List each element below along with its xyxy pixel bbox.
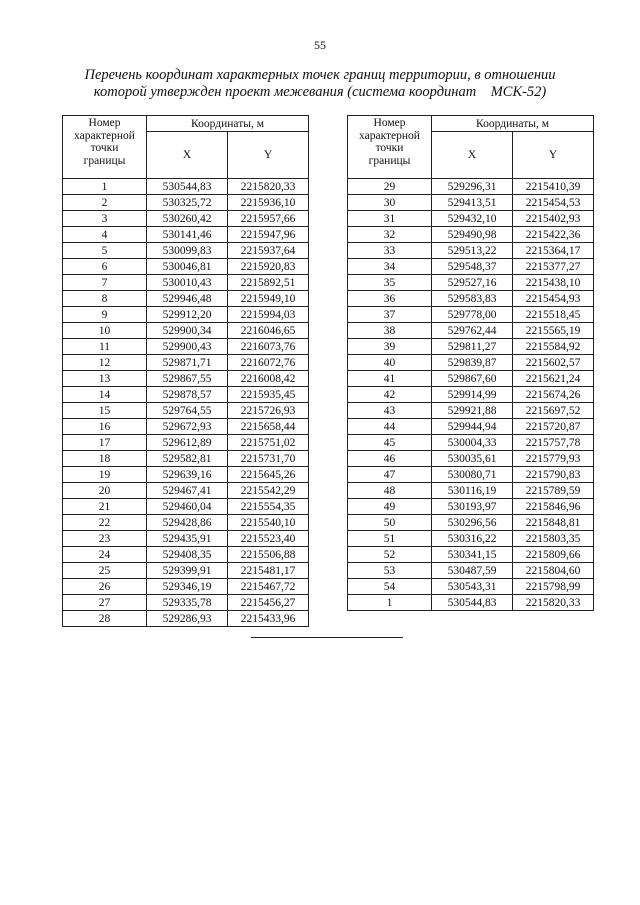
y-coordinate-cell: 2215410,39 bbox=[513, 179, 594, 195]
x-coordinate-cell: 529490,98 bbox=[432, 227, 513, 243]
table-row bbox=[63, 531, 309, 547]
header-line: характерной bbox=[359, 129, 420, 142]
y-coordinate-cell: 2215523,40 bbox=[228, 531, 309, 547]
x-coordinate-cell: 529612,89 bbox=[147, 435, 228, 451]
point-number-cell: 1 bbox=[348, 595, 432, 611]
table-row bbox=[63, 195, 309, 211]
y-coordinate-cell: 2215920,83 bbox=[228, 259, 309, 275]
y-column-header: Y bbox=[228, 132, 309, 179]
point-number-cell: 5 bbox=[63, 243, 147, 259]
point-number-cell: 30 bbox=[348, 195, 432, 211]
x-coordinate-cell: 530544,83 bbox=[147, 179, 228, 195]
y-coordinate-cell: 2216073,76 bbox=[228, 339, 309, 355]
y-coordinate-cell: 2215798,99 bbox=[513, 579, 594, 595]
point-number-cell: 44 bbox=[348, 419, 432, 435]
y-coordinate-cell: 2215481,17 bbox=[228, 563, 309, 579]
x-coordinate-cell: 530544,83 bbox=[432, 595, 513, 611]
x-coordinate-cell: 529399,91 bbox=[147, 563, 228, 579]
x-coordinate-cell: 529900,43 bbox=[147, 339, 228, 355]
x-coordinate-cell: 529839,87 bbox=[432, 355, 513, 371]
point-number-cell: 38 bbox=[348, 323, 432, 339]
y-coordinate-cell: 2215402,93 bbox=[513, 211, 594, 227]
x-coordinate-cell: 530010,43 bbox=[147, 275, 228, 291]
table-row bbox=[63, 563, 309, 579]
coordinates-table-left bbox=[62, 115, 309, 627]
point-number-cell: 53 bbox=[348, 563, 432, 579]
y-coordinate-cell: 2215820,33 bbox=[228, 179, 309, 195]
point-number-cell: 1 bbox=[63, 179, 147, 195]
table-row bbox=[63, 323, 309, 339]
x-coordinate-cell: 529914,99 bbox=[432, 387, 513, 403]
x-coordinate-cell: 529946,48 bbox=[147, 291, 228, 307]
y-coordinate-cell: 2215935,45 bbox=[228, 387, 309, 403]
y-coordinate-cell: 2215377,27 bbox=[513, 259, 594, 275]
x-coordinate-cell: 529335,78 bbox=[147, 595, 228, 611]
point-number-cell: 9 bbox=[63, 307, 147, 323]
header-line: границы bbox=[368, 154, 411, 167]
table-row bbox=[63, 259, 309, 275]
y-coordinate-cell: 2215846,96 bbox=[513, 499, 594, 515]
x-coordinate-cell: 529413,51 bbox=[432, 195, 513, 211]
x-coordinate-cell: 529764,55 bbox=[147, 403, 228, 419]
point-number-cell: 19 bbox=[63, 467, 147, 483]
x-coordinate-cell: 529867,60 bbox=[432, 371, 513, 387]
point-number-cell: 18 bbox=[63, 451, 147, 467]
point-number-cell: 4 bbox=[63, 227, 147, 243]
point-number-cell: 45 bbox=[348, 435, 432, 451]
point-number-cell: 20 bbox=[63, 483, 147, 499]
table-row bbox=[348, 371, 594, 387]
end-divider-line bbox=[251, 637, 403, 638]
point-number-cell: 33 bbox=[348, 243, 432, 259]
x-coordinate-cell: 530325,72 bbox=[147, 195, 228, 211]
x-coordinate-cell: 529944,94 bbox=[432, 419, 513, 435]
y-coordinate-cell: 2215720,87 bbox=[513, 419, 594, 435]
x-coordinate-cell: 529778,00 bbox=[432, 307, 513, 323]
table-row bbox=[63, 483, 309, 499]
y-coordinate-cell: 2215674,26 bbox=[513, 387, 594, 403]
x-coordinate-cell: 530543,31 bbox=[432, 579, 513, 595]
point-number-cell: 3 bbox=[63, 211, 147, 227]
table-row bbox=[63, 467, 309, 483]
point-number-cell: 25 bbox=[63, 563, 147, 579]
y-coordinate-cell: 2215936,10 bbox=[228, 195, 309, 211]
y-coordinate-cell: 2215565,19 bbox=[513, 323, 594, 339]
table-row bbox=[63, 403, 309, 419]
x-coordinate-cell: 529582,81 bbox=[147, 451, 228, 467]
table-row bbox=[348, 435, 594, 451]
point-number-cell: 54 bbox=[348, 579, 432, 595]
document-title-line-1: Перечень координат характерных точек границ территории, в отношении bbox=[84, 67, 556, 83]
point-number-cell: 39 bbox=[348, 339, 432, 355]
y-coordinate-cell: 2215947,96 bbox=[228, 227, 309, 243]
y-coordinate-cell: 2215757,78 bbox=[513, 435, 594, 451]
table-row bbox=[63, 243, 309, 259]
page-number: 55 bbox=[314, 38, 326, 52]
y-coordinate-cell: 2215645,26 bbox=[228, 467, 309, 483]
x-coordinate-cell: 529811,27 bbox=[432, 339, 513, 355]
table-row bbox=[63, 387, 309, 403]
x-coordinate-cell: 530341,15 bbox=[432, 547, 513, 563]
table-row bbox=[63, 339, 309, 355]
x-coordinate-cell: 530099,83 bbox=[147, 243, 228, 259]
y-coordinate-cell: 2215584,92 bbox=[513, 339, 594, 355]
table-row bbox=[63, 547, 309, 563]
x-coordinate-cell: 529867,55 bbox=[147, 371, 228, 387]
y-coordinate-cell: 2215454,93 bbox=[513, 291, 594, 307]
point-number-cell: 15 bbox=[63, 403, 147, 419]
table-row bbox=[348, 563, 594, 579]
table-row bbox=[63, 179, 309, 195]
point-number-cell: 27 bbox=[63, 595, 147, 611]
table-row bbox=[348, 467, 594, 483]
point-number-cell: 48 bbox=[348, 483, 432, 499]
coordinates-header: Координаты, м bbox=[147, 116, 309, 132]
x-coordinate-cell: 529871,71 bbox=[147, 355, 228, 371]
table-row bbox=[63, 451, 309, 467]
point-number-cell: 7 bbox=[63, 275, 147, 291]
point-number-cell: 26 bbox=[63, 579, 147, 595]
point-number-cell: 34 bbox=[348, 259, 432, 275]
table-row bbox=[63, 291, 309, 307]
point-number-cell: 10 bbox=[63, 323, 147, 339]
x-coordinate-cell: 529460,04 bbox=[147, 499, 228, 515]
x-coordinate-cell: 530193,97 bbox=[432, 499, 513, 515]
table-row bbox=[63, 227, 309, 243]
x-coordinate-cell: 530004,33 bbox=[432, 435, 513, 451]
point-number-cell: 46 bbox=[348, 451, 432, 467]
table-row bbox=[348, 403, 594, 419]
x-coordinate-cell: 530316,22 bbox=[432, 531, 513, 547]
table-row bbox=[348, 515, 594, 531]
y-coordinate-cell: 2215422,36 bbox=[513, 227, 594, 243]
y-coordinate-cell: 2215364,17 bbox=[513, 243, 594, 259]
x-coordinate-cell: 529513,22 bbox=[432, 243, 513, 259]
point-number-cell: 13 bbox=[63, 371, 147, 387]
y-coordinate-cell: 2215454,53 bbox=[513, 195, 594, 211]
x-coordinate-cell: 529878,57 bbox=[147, 387, 228, 403]
point-number-header bbox=[63, 116, 147, 179]
point-number-cell: 8 bbox=[63, 291, 147, 307]
table-row bbox=[348, 195, 594, 211]
point-number-cell: 50 bbox=[348, 515, 432, 531]
table-row bbox=[348, 243, 594, 259]
header-line: точки bbox=[90, 142, 119, 154]
table-row bbox=[63, 307, 309, 323]
x-coordinate-cell: 529921,88 bbox=[432, 403, 513, 419]
table-row bbox=[348, 211, 594, 227]
y-coordinate-cell: 2215602,57 bbox=[513, 355, 594, 371]
document-title bbox=[60, 67, 580, 101]
header-line: Номер bbox=[88, 117, 121, 129]
table-row bbox=[348, 259, 594, 275]
table-row bbox=[348, 179, 594, 195]
point-number-cell: 24 bbox=[63, 547, 147, 563]
table-row bbox=[348, 291, 594, 307]
x-coordinate-cell: 530046,81 bbox=[147, 259, 228, 275]
y-coordinate-cell: 2215467,72 bbox=[228, 579, 309, 595]
y-coordinate-cell: 2215433,96 bbox=[228, 611, 309, 627]
x-coordinate-cell: 529672,93 bbox=[147, 419, 228, 435]
x-column-header: X bbox=[432, 132, 513, 179]
y-column-header: Y bbox=[513, 132, 594, 179]
table-row bbox=[348, 451, 594, 467]
point-number-cell: 16 bbox=[63, 419, 147, 435]
table-row bbox=[63, 211, 309, 227]
x-coordinate-cell: 529583,83 bbox=[432, 291, 513, 307]
table-row bbox=[348, 499, 594, 515]
y-coordinate-cell: 2215542,29 bbox=[228, 483, 309, 499]
y-coordinate-cell: 2215820,33 bbox=[513, 595, 594, 611]
point-number-cell: 21 bbox=[63, 499, 147, 515]
x-coordinate-cell: 529900,34 bbox=[147, 323, 228, 339]
table-row bbox=[348, 547, 594, 563]
point-number-header bbox=[348, 116, 432, 179]
table-row bbox=[348, 387, 594, 403]
table-row bbox=[63, 595, 309, 611]
table-row bbox=[63, 579, 309, 595]
point-number-cell: 43 bbox=[348, 403, 432, 419]
x-coordinate-cell: 529548,37 bbox=[432, 259, 513, 275]
table-row bbox=[348, 355, 594, 371]
point-number-cell: 14 bbox=[63, 387, 147, 403]
y-coordinate-cell: 2215957,66 bbox=[228, 211, 309, 227]
table-row bbox=[348, 531, 594, 547]
point-number-cell: 51 bbox=[348, 531, 432, 547]
x-coordinate-cell: 529762,44 bbox=[432, 323, 513, 339]
y-coordinate-cell: 2215949,10 bbox=[228, 291, 309, 307]
point-number-cell: 35 bbox=[348, 275, 432, 291]
point-number-cell: 52 bbox=[348, 547, 432, 563]
coordinates-table-right bbox=[347, 115, 594, 611]
point-number-cell: 22 bbox=[63, 515, 147, 531]
x-coordinate-cell: 529408,35 bbox=[147, 547, 228, 563]
y-coordinate-cell: 2216072,76 bbox=[228, 355, 309, 371]
table-row bbox=[348, 595, 594, 611]
point-number-cell: 47 bbox=[348, 467, 432, 483]
point-number-cell: 12 bbox=[63, 355, 147, 371]
y-coordinate-cell: 2215456,27 bbox=[228, 595, 309, 611]
x-coordinate-cell: 529527,16 bbox=[432, 275, 513, 291]
table-row bbox=[63, 611, 309, 627]
y-coordinate-cell: 2215438,10 bbox=[513, 275, 594, 291]
x-coordinate-cell: 530141,46 bbox=[147, 227, 228, 243]
y-coordinate-cell: 2215540,10 bbox=[228, 515, 309, 531]
x-coordinate-cell: 529346,19 bbox=[147, 579, 228, 595]
point-number-cell: 17 bbox=[63, 435, 147, 451]
table-row bbox=[63, 419, 309, 435]
coordinates-header: Координаты, м bbox=[432, 116, 594, 132]
point-number-cell: 6 bbox=[63, 259, 147, 275]
table-row bbox=[63, 371, 309, 387]
point-number-cell: 29 bbox=[348, 179, 432, 195]
y-coordinate-cell: 2215518,45 bbox=[513, 307, 594, 323]
header-line: характерной bbox=[74, 129, 135, 142]
y-coordinate-cell: 2215731,70 bbox=[228, 451, 309, 467]
x-coordinate-cell: 530116,19 bbox=[432, 483, 513, 499]
x-coordinate-cell: 529428,86 bbox=[147, 515, 228, 531]
point-number-cell: 31 bbox=[348, 211, 432, 227]
y-coordinate-cell: 2215994,03 bbox=[228, 307, 309, 323]
table-row bbox=[348, 419, 594, 435]
y-coordinate-cell: 2215803,35 bbox=[513, 531, 594, 547]
y-coordinate-cell: 2216046,65 bbox=[228, 323, 309, 339]
y-coordinate-cell: 2215804,60 bbox=[513, 563, 594, 579]
x-coordinate-cell: 529912,20 bbox=[147, 307, 228, 323]
table-row bbox=[348, 323, 594, 339]
x-coordinate-cell: 529296,31 bbox=[432, 179, 513, 195]
table-row bbox=[63, 435, 309, 451]
header-line: Номер bbox=[373, 117, 406, 129]
point-number-cell: 28 bbox=[63, 611, 147, 627]
x-coordinate-cell: 529467,41 bbox=[147, 483, 228, 499]
y-coordinate-cell: 2215621,24 bbox=[513, 371, 594, 387]
table-row bbox=[63, 499, 309, 515]
point-number-cell: 11 bbox=[63, 339, 147, 355]
header-line: точки bbox=[375, 142, 404, 154]
y-coordinate-cell: 2215506,88 bbox=[228, 547, 309, 563]
table-row bbox=[348, 339, 594, 355]
table-row bbox=[348, 275, 594, 291]
point-number-cell: 2 bbox=[63, 195, 147, 211]
x-coordinate-cell: 530487,59 bbox=[432, 563, 513, 579]
x-coordinate-cell: 529639,16 bbox=[147, 467, 228, 483]
y-coordinate-cell: 2215726,93 bbox=[228, 403, 309, 419]
point-number-cell: 23 bbox=[63, 531, 147, 547]
y-coordinate-cell: 2215697,52 bbox=[513, 403, 594, 419]
point-number-cell: 32 bbox=[348, 227, 432, 243]
y-coordinate-cell: 2215789,59 bbox=[513, 483, 594, 499]
y-coordinate-cell: 2215751,02 bbox=[228, 435, 309, 451]
table-row bbox=[348, 483, 594, 499]
document-title-line-2: которой утвержден проект межевания (система координат МСК-52) bbox=[93, 84, 547, 100]
table-row bbox=[348, 227, 594, 243]
point-number-cell: 41 bbox=[348, 371, 432, 387]
point-number-cell: 36 bbox=[348, 291, 432, 307]
table-row bbox=[63, 275, 309, 291]
x-coordinate-cell: 530260,42 bbox=[147, 211, 228, 227]
table-row bbox=[63, 355, 309, 371]
y-coordinate-cell: 2215779,93 bbox=[513, 451, 594, 467]
point-number-cell: 40 bbox=[348, 355, 432, 371]
y-coordinate-cell: 2215790,83 bbox=[513, 467, 594, 483]
x-coordinate-cell: 529286,93 bbox=[147, 611, 228, 627]
y-coordinate-cell: 2215848,81 bbox=[513, 515, 594, 531]
point-number-cell: 49 bbox=[348, 499, 432, 515]
x-coordinate-cell: 530296,56 bbox=[432, 515, 513, 531]
y-coordinate-cell: 2215937,64 bbox=[228, 243, 309, 259]
table-row bbox=[63, 515, 309, 531]
x-coordinate-cell: 529432,10 bbox=[432, 211, 513, 227]
point-number-cell: 42 bbox=[348, 387, 432, 403]
point-number-cell: 37 bbox=[348, 307, 432, 323]
x-column-header: X bbox=[147, 132, 228, 179]
header-line: границы bbox=[83, 154, 126, 167]
y-coordinate-cell: 2215809,66 bbox=[513, 547, 594, 563]
x-coordinate-cell: 530080,71 bbox=[432, 467, 513, 483]
x-coordinate-cell: 530035,61 bbox=[432, 451, 513, 467]
y-coordinate-cell: 2215658,44 bbox=[228, 419, 309, 435]
y-coordinate-cell: 2215554,35 bbox=[228, 499, 309, 515]
y-coordinate-cell: 2216008,42 bbox=[228, 371, 309, 387]
table-row bbox=[348, 307, 594, 323]
y-coordinate-cell: 2215892,51 bbox=[228, 275, 309, 291]
x-coordinate-cell: 529435,91 bbox=[147, 531, 228, 547]
table-row bbox=[348, 579, 594, 595]
